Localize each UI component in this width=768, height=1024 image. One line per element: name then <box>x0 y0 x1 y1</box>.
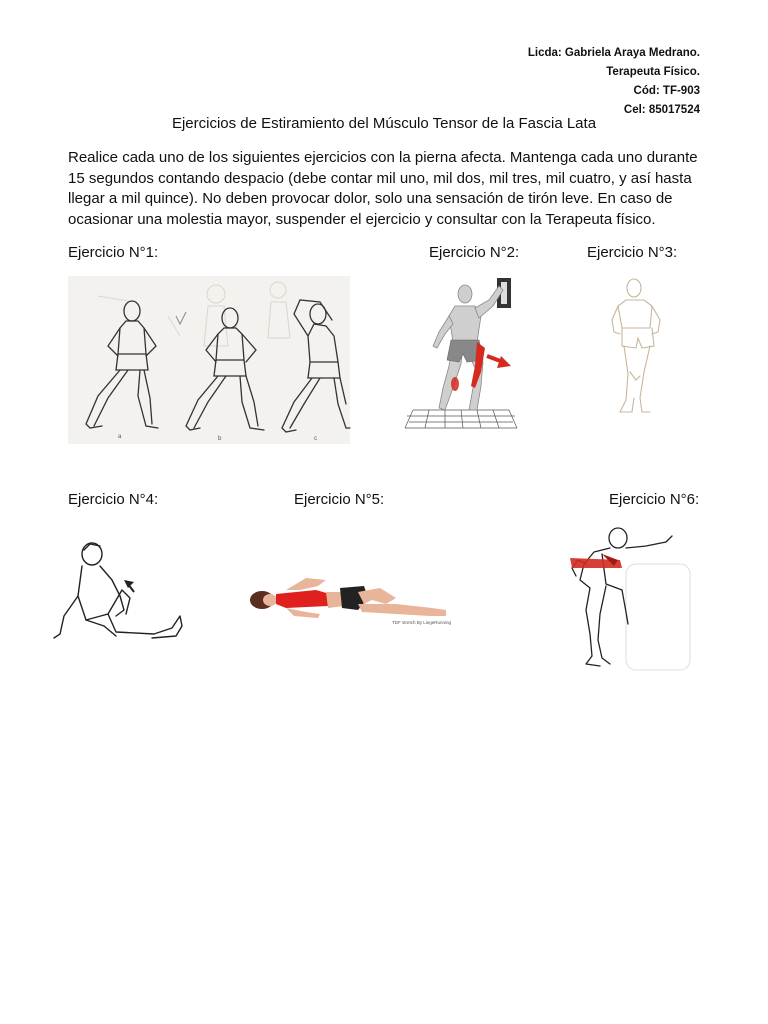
author-phone: Cel: 85017524 <box>623 104 700 116</box>
exercise-3-label: Ejercicio N°3: <box>587 244 678 261</box>
exercise-2-label: Ejercicio N°2: <box>429 244 520 261</box>
figure-caption-c: c <box>314 436 317 442</box>
author-role: Terapeuta Físico. <box>606 66 700 78</box>
exercise-4-label: Ejercicio N°4: <box>68 491 159 508</box>
background-panel <box>626 564 690 670</box>
direction-arrow-icon <box>124 580 134 592</box>
figure-caption-a: a <box>118 434 122 440</box>
author-header <box>528 44 700 120</box>
pull-direction-arrow-icon <box>487 356 511 368</box>
author-code: Cód: TF-903 <box>633 85 700 97</box>
exercise-5-caption: TDF stretch By LiegeRunning <box>392 620 452 625</box>
exercise-6-label: Ejercicio N°6: <box>609 491 700 508</box>
floor-grid <box>405 410 517 428</box>
exercise-3-illustration <box>606 276 670 418</box>
author-name: Licda: Gabriela Araya Medrano. <box>527 47 700 59</box>
exercise-5-label: Ejercicio N°5: <box>294 491 385 508</box>
exercise-2-illustration <box>403 276 519 432</box>
exercise-1-label: Ejercicio N°1: <box>68 244 159 261</box>
exercise-5-illustration <box>246 568 452 634</box>
exercise-4-illustration <box>50 540 194 642</box>
red-top <box>276 590 330 608</box>
instructions-paragraph: Realice cada uno de los siguientes ejercicios con la pierna afecta. Mantenga cada uno durante 15 segundos contando despacio (debe contar mil uno, mil dos, mil tres, mil cuatro, y así hasta llegar a mil quince). No deben provocar dolor, solo una sensación de tirón leve. En caso de ocasionar una molestia mayor, suspender el ejercicio y consultar con la Terapeuta físico. <box>68 149 698 228</box>
exercise-6-illustration <box>562 524 696 672</box>
exercise-1-illustration <box>68 276 350 444</box>
document-title: Ejercicios de Estiramiento del Músculo Tensor de la Fascia Lata <box>171 115 597 132</box>
figure-caption-b: b <box>218 436 222 442</box>
tensor-fascia-lata-muscle <box>570 554 622 568</box>
